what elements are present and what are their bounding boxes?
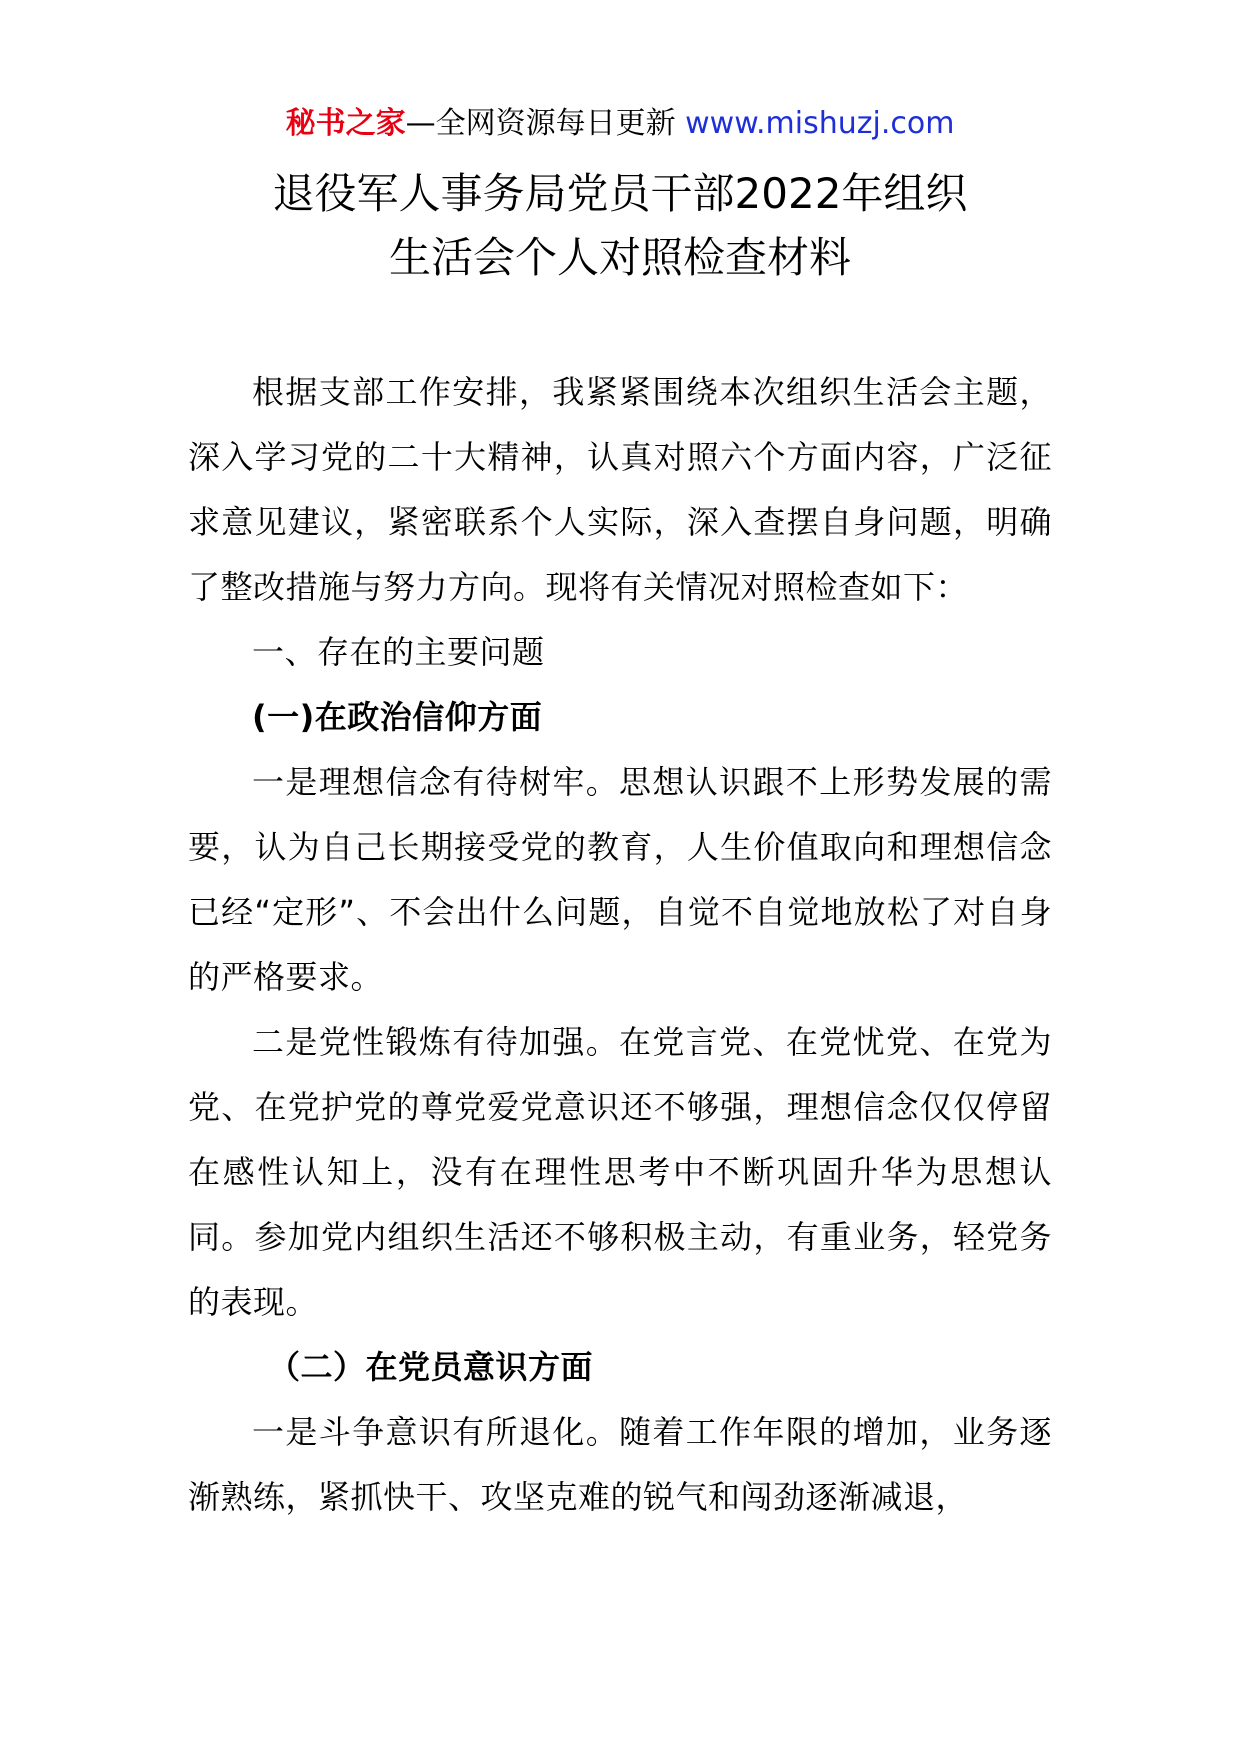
section-heading-1: 一、存在的主要问题 bbox=[252, 633, 545, 671]
subsection-heading-2: （二）在党员意识方面 bbox=[268, 1348, 594, 1386]
site-header bbox=[0, 102, 1240, 146]
subsection-1-paragraph-1: 一是理想信念有待树牢。思想认识跟不上形势发展的需要，认为自己长期接受党的教育，人生价值取向和理想信念已经“定形”、不会出什么问题，自觉不自觉地放松了对自身的严格要求。 bbox=[188, 763, 1052, 996]
subsection-2-paragraph-1: 一是斗争意识有所退化。随着工作年限的增加，业务逐渐熟练，紧抓快干、攻坚克难的锐气和闯劲逐渐减退， bbox=[188, 1413, 1052, 1516]
subsection-1-paragraph-2: 二是党性锻炼有待加强。在党言党、在党忧党、在党为党、在党护党的尊党爱党意识还不够强，理想信念仅仅停留在感性认知上，没有在理性思考中不断巩固升华为思想认同。参加党内组织生活还不够积极主动，有重业务，轻党务的表现。 bbox=[188, 1023, 1052, 1321]
title-line-2: 生活会个人对照检查材料 bbox=[388, 233, 851, 282]
site-url[interactable]: www.mishuzj.com bbox=[685, 106, 955, 141]
document-body bbox=[188, 360, 1052, 1530]
header-tagline: —全网资源每日更新 bbox=[405, 106, 676, 141]
brand-name: 秘书之家 bbox=[285, 106, 406, 141]
subsection-heading-1: (一)在政治信仰方面 bbox=[252, 698, 543, 736]
title-line-1: 退役军人事务局党员干部2022年组织 bbox=[272, 169, 968, 218]
intro-paragraph: 根据支部工作安排，我紧紧围绕本次组织生活会主题，深入学习党的二十大精神，认真对照六个方面内容，广泛征求意见建议，紧密联系个人实际，深入查摆自身问题，明确了整改措施与努力方向。现将有关情况对照检查如下： bbox=[188, 373, 1052, 606]
document-title bbox=[0, 162, 1240, 290]
